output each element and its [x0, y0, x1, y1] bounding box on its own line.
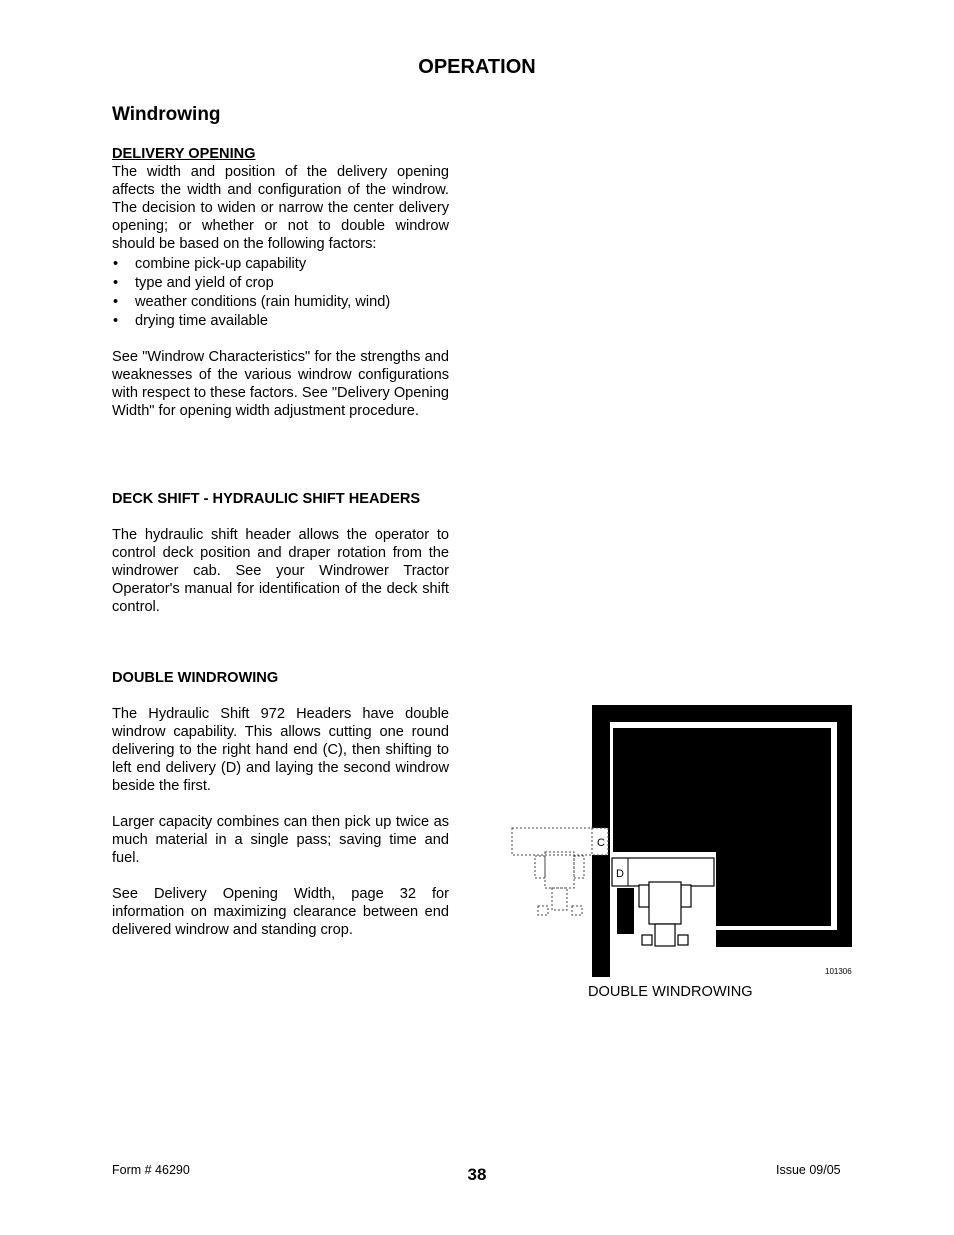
double-windrowing-paragraph: The Hydraulic Shift 972 Headers have double windrow capability. This allows cutting one round delivering to the right hand end (C), then shifting to left end delivery (D) and laying the second windrow beside the first. [112, 706, 449, 794]
page-title: OPERATION [418, 56, 536, 78]
windrow-d-strip [617, 888, 634, 934]
factor-item: • combine pick-up capability [112, 255, 449, 274]
figure-ref-number: 101306 [825, 967, 852, 976]
deck-shift-section [112, 490, 449, 616]
footer-form-number: Form # 46290 [112, 1163, 190, 1177]
delivery-opening-note: See "Windrow Characteristics" for the strengths and weaknesses of the various windrow configurations with respect to these factors. See "Delivery Opening Width" for opening width adjustment procedure. [112, 349, 449, 419]
factor-list [112, 255, 449, 331]
factor-item: • weather conditions (rain humidity, wind) [112, 293, 449, 312]
double-windrowing-heading: DOUBLE WINDROWING [112, 670, 279, 686]
figure-caption: DOUBLE WINDROWING [588, 984, 753, 1000]
double-windrowing-diagram [508, 702, 858, 980]
factor-item: • drying time available [112, 312, 449, 331]
deck-shift-body: The hydraulic shift header allows the operator to control deck position and draper rotation from the windrower cab. See your Windrower Tractor Operator's manual for identification of the deck shift control. [112, 527, 449, 615]
double-windrowing-paragraph: See Delivery Opening Width, page 32 for information on maximizing clearance between end delivered windrow and standing crop. [112, 886, 449, 938]
page-number: 38 [467, 1165, 487, 1184]
tractor-ghost [535, 852, 584, 915]
label-d: D [616, 868, 624, 880]
deck-shift-heading: DECK SHIFT - HYDRAULIC SHIFT HEADERS [112, 491, 421, 507]
delivery-opening-section [112, 145, 449, 420]
factor-item: • type and yield of crop [112, 274, 449, 293]
double-windrowing-section [112, 669, 449, 939]
footer-issue: Issue 09/05 [776, 1163, 841, 1177]
delivery-opening-intro: The width and position of the delivery opening affects the width and configuration of the windrow. The decision to widen or narrow the center delivery opening; or whether or not to double windrow should be based on the following factors: [112, 164, 449, 252]
double-windrowing-paragraph: Larger capacity combines can then pick up twice as much material in a single pass; saving time and fuel. [112, 814, 449, 866]
delivery-opening-heading: DELIVERY OPENING [112, 146, 256, 162]
section-title: Windrowing [112, 104, 221, 125]
label-c: C [597, 837, 605, 849]
